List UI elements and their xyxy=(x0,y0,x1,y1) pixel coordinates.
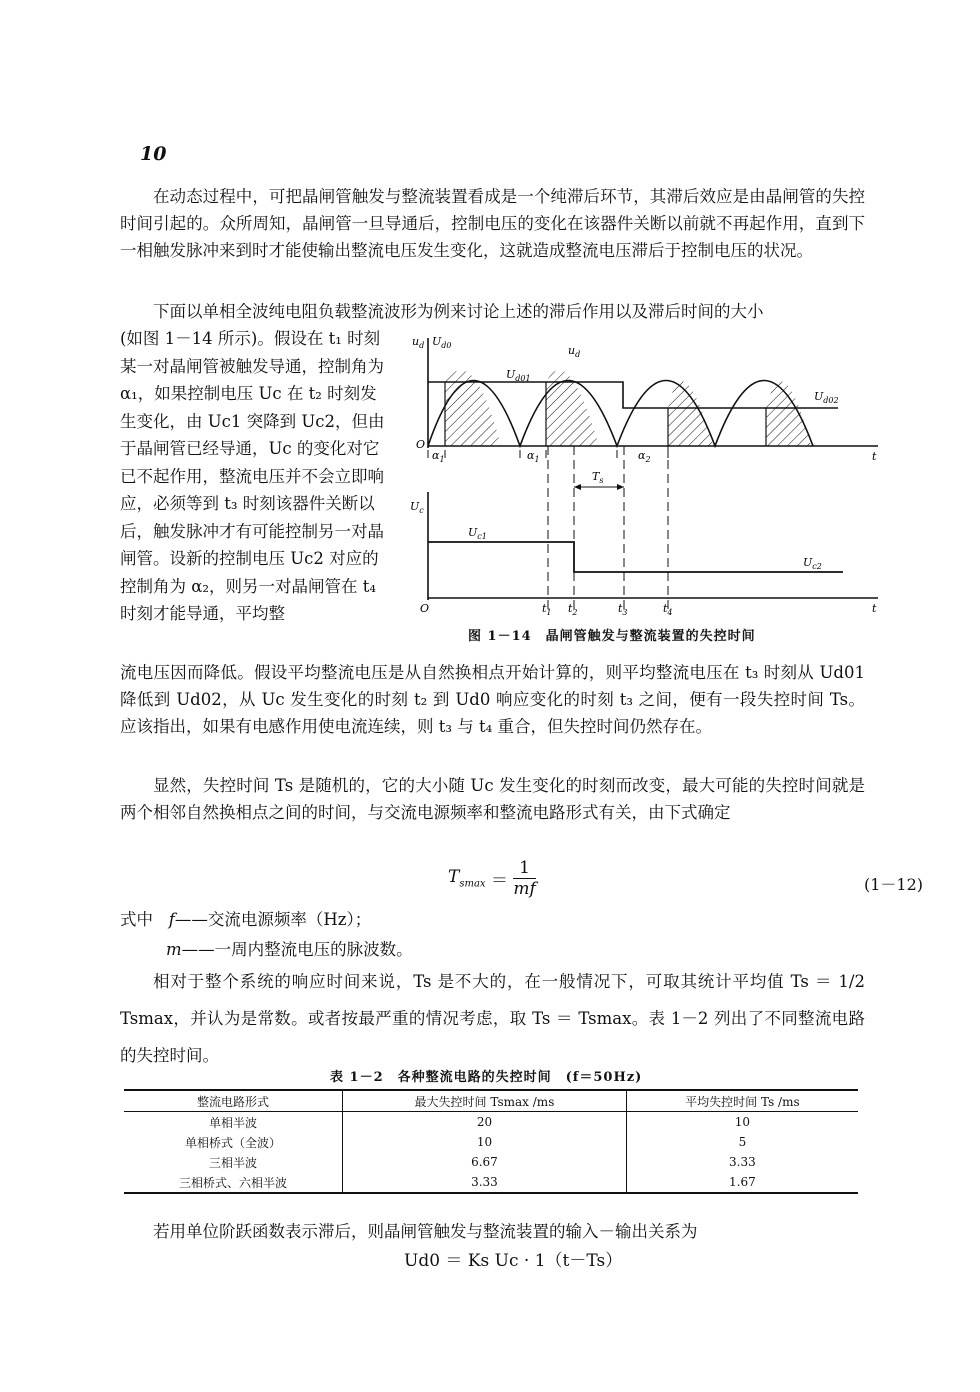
ud01-label: $U_{d01}$ xyxy=(506,368,531,383)
formula-1-12: $T_{smax}$ ＝ $\frac{1}{mf}$ xyxy=(448,858,536,899)
paragraph-2-wrapped: (如图 1－14 所示)。假设在 t₁ 时刻某一对晶闸管被触发导通，控制角为 α₁，如果控制电压 Uc 在 t₂ 时刻发生变化，由 Uc1 突降到 Uc2，但由于晶闸管已经导通，Uc 的变化对它已不起作用，整流电压并不会立即响应，必须等到 t₃ 时刻该器件关断以后，触发脉冲才有可能控制另一对晶闸管。设新的控制电压 Uc2 对应的控制角为 α₂，则另一对晶闸管在 t₄ 时刻才能导通，平均整 xyxy=(120,329,385,623)
hatch-region-3 xyxy=(668,381,713,446)
alpha1-label: $\alpha_1$ xyxy=(432,449,445,464)
t-axis2-label: t xyxy=(872,602,877,615)
table-header: 整流电路形式 xyxy=(197,1094,270,1109)
ud02-label: $U_{d02}$ xyxy=(814,390,839,405)
paragraph-4: 显然，失控时间 Ts 是随机的，它的大小随 Uc 发生变化的时刻而改变，最大可能的失控时间就是两个相邻自然换相点之间的时间，与交流电源频率和整流电路形式有关，由下式确定 xyxy=(120,776,865,822)
definitions: 式中 f——交流电源频率（Hz）； m——一周内整流电压的脉波数。 xyxy=(120,910,413,959)
formula-io: Ud0 ＝ Ks Uc · 1（t－Ts） xyxy=(404,1251,623,1271)
ud-label: $u_d$ xyxy=(412,335,425,350)
ud-curve-label: $u_d$ xyxy=(568,344,581,359)
page-number: 10 xyxy=(140,143,167,165)
table-header: 最大失控时间 Tsmax /ms xyxy=(343,1090,627,1112)
figure-caption: 图 1－14 晶闸管触发与整流装置的失控时间 xyxy=(468,629,756,644)
hatch-region-4 xyxy=(766,381,811,446)
t1-label: $t_1$ xyxy=(542,602,552,615)
table-header: 平均失控时间 Ts /ms xyxy=(626,1090,858,1112)
uc2-label: $U_{c2}$ xyxy=(803,556,822,571)
table-row: 三相半波 6.67 3.33 xyxy=(124,1152,858,1172)
alpha1b-label: $\alpha_1$ xyxy=(527,449,540,464)
paragraph-6: 若用单位阶跃函数表示滞后，则晶闸管触发与整流装置的输入－输出关系为 xyxy=(153,1222,698,1241)
t3-label: $t_3$ xyxy=(618,602,628,615)
ud0-label: $U_{d0}$ xyxy=(432,335,452,350)
figure-1-14 xyxy=(398,330,883,615)
table-caption: 表 1－2 各种整流电路的失控时间 (f＝50Hz) xyxy=(330,1070,643,1085)
uc-step xyxy=(428,542,843,572)
table-row: 单相桥式（全波） 10 5 xyxy=(124,1132,858,1152)
table-1-2 xyxy=(124,1089,858,1194)
formula-number: (1－12) xyxy=(864,875,924,894)
table-row: 三相桥式、六相半波 3.33 1.67 xyxy=(124,1172,858,1193)
table-row: 单相半波 20 10 xyxy=(124,1112,858,1133)
uc-label: $U_c$ xyxy=(410,500,424,515)
origin2-label: O xyxy=(420,602,430,615)
paragraph-2: 下面以单相全波纯电阻负载整流波形为例来讨论上述的滞后作用以及滞后时间的大小 xyxy=(153,302,764,321)
ts-label: $T_s$ xyxy=(592,470,604,485)
uc1-label: $U_{c1}$ xyxy=(468,526,487,541)
origin-label: O xyxy=(416,438,426,451)
paragraph-3: 流电压因而降低。假设平均整流电压是从自然换相点开始计算的，则平均整流电压在 t₃ 时刻从 Ud01 降低到 Ud02，从 Uc 发生变化的时刻 t₂ 到 Ud0 响应变化的时刻 t₃ 之间，便有一段失控时间 Ts。应该指出，如果有电感作用使电流连续，则 t₃ 与 t₄ 重合，但失控时间仍然存在。 xyxy=(120,663,865,736)
t4-label: $t_4$ xyxy=(663,602,673,615)
paragraph-1: 在动态过程中，可把晶闸管触发与整流装置看成是一个纯滞后环节，其滞后效应是由晶闸管的失控时间引起的。众所周知，晶闸管一旦导通后，控制电压的变化在该器件关断以前就不再起作用，直到下一相触发脉冲来到时才能使输出整流电压发生变化，这就造成整流电压滞后于控制电压的状况。 xyxy=(120,187,865,260)
alpha2-label: $\alpha_2$ xyxy=(638,449,651,464)
paragraph-5: 相对于整个系统的响应时间来说，Ts 是不大的，在一般情况下，可取其统计平均值 Ts ＝ 1/2 Tsmax，并认为是常数。或者按最严重的情况考虑，取 Ts ＝ Tsmax。表 1－2 列出了不同整流电路的失控时间。 xyxy=(120,972,865,1065)
t-axis-label: t xyxy=(872,450,877,463)
t2-label: $t_2$ xyxy=(568,602,578,615)
